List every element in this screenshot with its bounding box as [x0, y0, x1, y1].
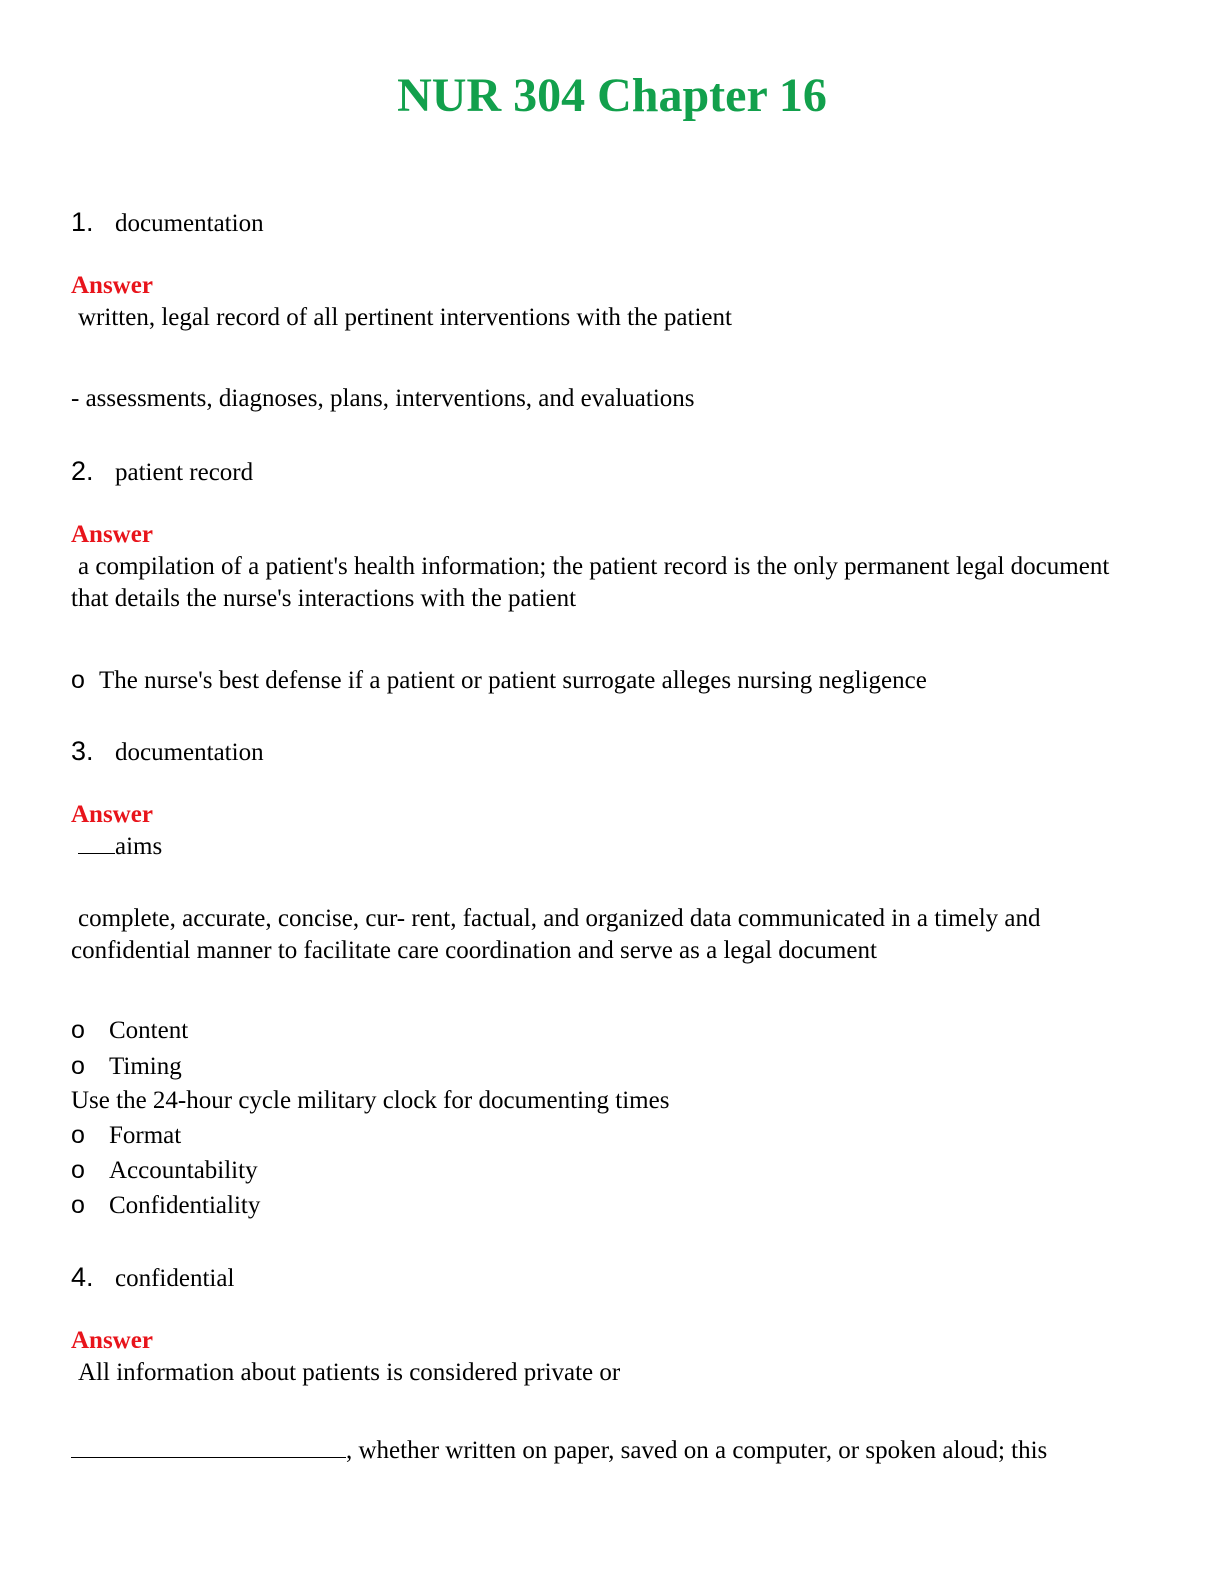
answer-text: The nurse's best defense if a patient or patient surrogate alleges nursing negligence — [99, 667, 927, 694]
bullet-item — [71, 1014, 188, 1047]
answer-blank-line — [71, 1435, 1047, 1467]
question-term: documentation — [115, 739, 264, 766]
bullet-item — [71, 1154, 258, 1187]
answer-label: Answer — [71, 272, 153, 299]
bullet-text: Accountability — [109, 1157, 258, 1184]
bullet-item — [71, 1189, 260, 1222]
bullet-text: Confidentiality — [109, 1192, 261, 1219]
answer-text: , whether written on paper, saved on a computer, or spoken aloud; this — [346, 1437, 1048, 1464]
bullet-marker: o — [71, 1052, 85, 1080]
answer-bullet-line — [71, 664, 927, 697]
question-term: patient record — [115, 459, 254, 486]
bullet-marker: o — [71, 1016, 85, 1044]
answer-label: Answer — [71, 521, 153, 548]
question-number: 3. — [71, 736, 94, 766]
question-number: 2. — [71, 456, 94, 486]
page-title: NUR 304 Chapter 16 — [397, 69, 827, 122]
question-term: confidential — [115, 1265, 235, 1292]
answer-text: a compilation of a patient's health information; the patient record is the only permanent legal document that details the nurse's interactions with the patient — [71, 553, 1110, 612]
answer-text: written, legal record of all pertinent interventions with the patient — [78, 304, 732, 331]
answer-label: Answer — [71, 801, 153, 828]
answer-blank-line — [78, 831, 162, 863]
fill-in-blank — [71, 1435, 346, 1458]
bullet-item — [71, 1050, 182, 1083]
bullet-text: Content — [109, 1017, 189, 1044]
bullet-marker: o — [71, 666, 85, 694]
answer-text: All information about patients is considered private or — [78, 1359, 621, 1386]
question-1 — [71, 206, 264, 240]
bullet-marker: o — [71, 1191, 85, 1219]
question-4 — [71, 1261, 234, 1295]
bullet-text: Timing — [109, 1053, 182, 1080]
answer-text: complete, accurate, concise, cur- rent, factual, and organized data communicated in a timely and confidential manner to facilitate care coordination and serve as a legal document — [71, 905, 1041, 964]
question-2 — [71, 455, 253, 489]
question-number: 4. — [71, 1262, 94, 1292]
bullet-marker: o — [71, 1121, 85, 1149]
question-number: 1. — [71, 207, 94, 237]
question-3 — [71, 735, 264, 769]
timing-note: Use the 24-hour cycle military clock for documenting times — [71, 1087, 670, 1114]
answer-label: Answer — [71, 1327, 153, 1354]
bullet-marker: o — [71, 1156, 85, 1184]
question-term: documentation — [115, 210, 264, 237]
bullet-text: Format — [109, 1122, 182, 1149]
bullet-item — [71, 1119, 181, 1152]
answer-text: aims — [115, 833, 163, 860]
fill-in-blank — [78, 831, 115, 854]
answer-text: - assessments, diagnoses, plans, interventions, and evaluations — [71, 385, 695, 412]
